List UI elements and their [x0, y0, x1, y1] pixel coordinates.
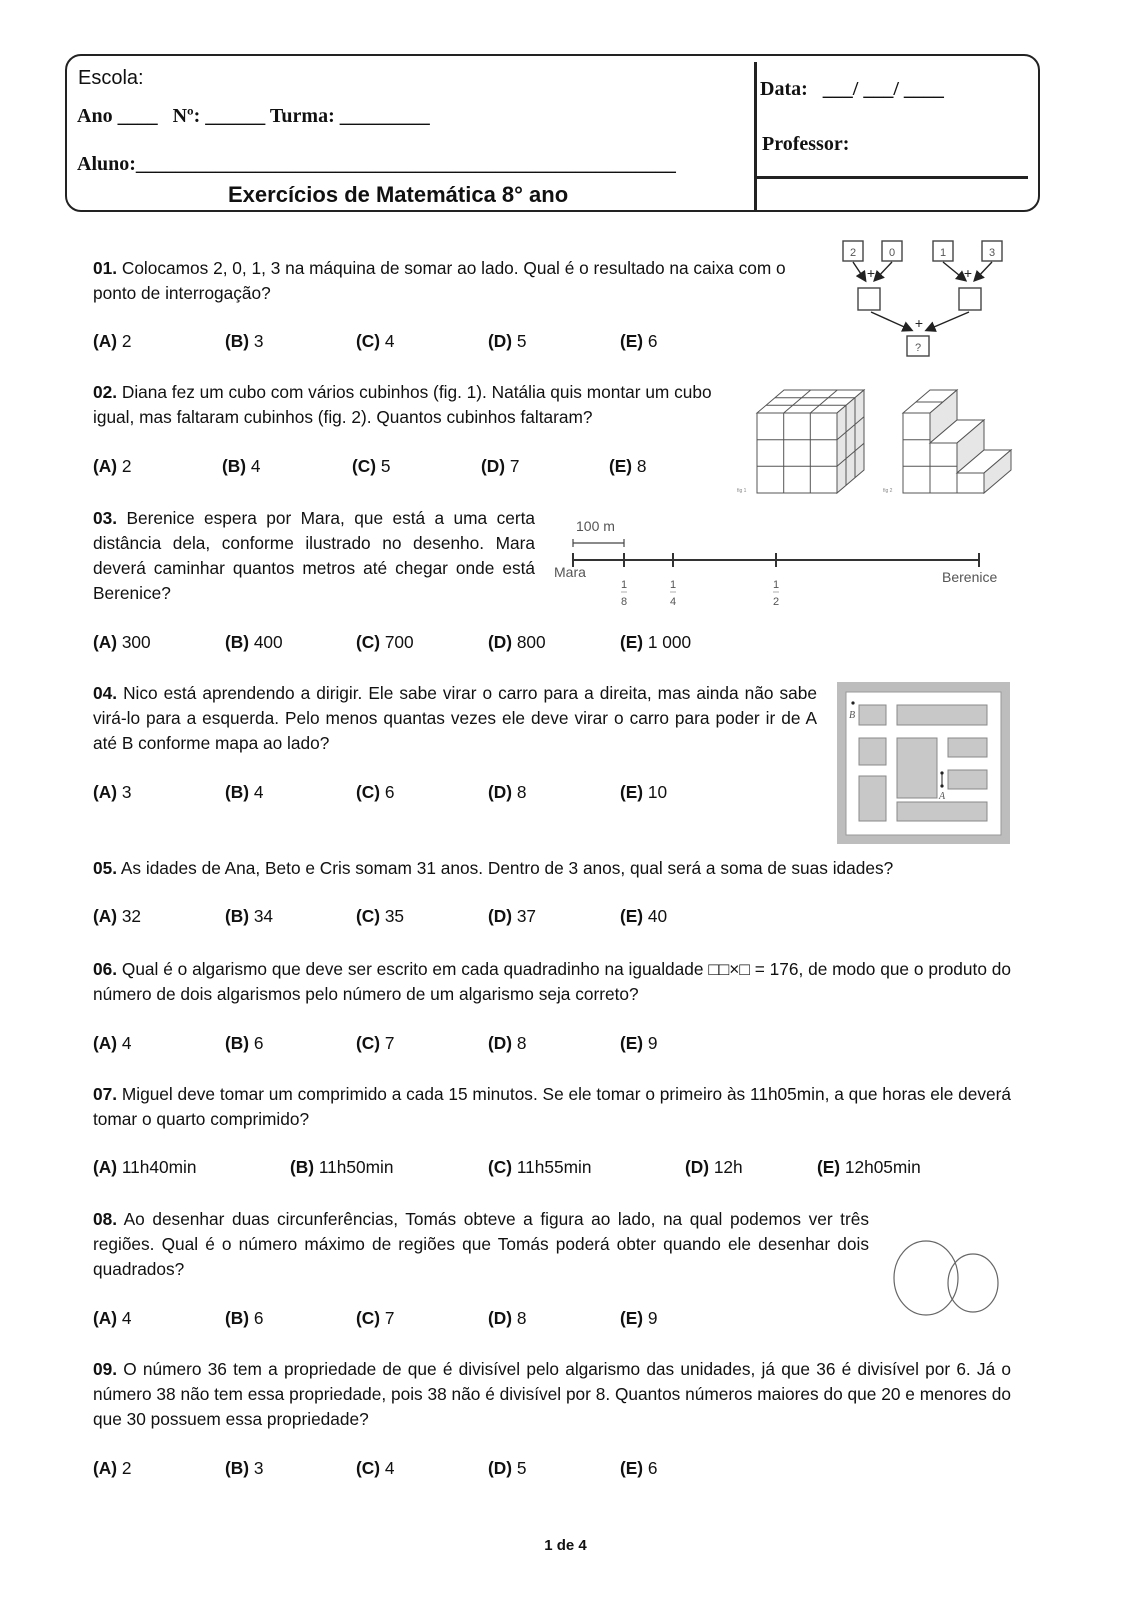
question-number: 05.	[93, 858, 118, 878]
question-09	[93, 1357, 1011, 1432]
option-e[interactable]: (E) 8	[609, 456, 647, 476]
svg-text:4: 4	[669, 596, 677, 608]
option-b[interactable]: (B) 3	[225, 331, 264, 351]
svg-text:1: 1	[669, 579, 677, 591]
question-03	[93, 506, 535, 606]
svg-text:2: 2	[772, 596, 780, 608]
question-08	[93, 1207, 869, 1282]
svg-text:+: +	[866, 265, 876, 281]
option-a[interactable]: (A) 4	[93, 1033, 132, 1053]
page-number: 1 de 4	[544, 1537, 587, 1554]
option-b[interactable]: (B) 6	[225, 1308, 264, 1328]
option-e[interactable]: (E) 6	[620, 331, 658, 351]
option-e[interactable]: (E) 9	[620, 1033, 658, 1053]
question-text: Berenice espera por Mara, que está a uma certa distância dela, conforme ilustrado no desenho. Mara deverá caminhar quantos metros até chegar onde está Berenice?	[93, 508, 535, 603]
option-c[interactable]: (C) 4	[356, 331, 395, 351]
option-c[interactable]: (C) 11h55min	[488, 1157, 592, 1177]
question-number: 06.	[93, 959, 118, 979]
svg-text:Berenice: Berenice	[942, 569, 998, 585]
adding-machine-figure	[835, 236, 1015, 358]
option-d[interactable]: (D) 37	[488, 906, 537, 926]
aluno-line[interactable]: Aluno:______________________________________________________	[77, 153, 676, 175]
option-e[interactable]: (E) 12h05min	[817, 1157, 921, 1177]
question-07	[93, 1082, 1011, 1132]
option-d[interactable]: (D) 5	[488, 331, 527, 351]
svg-text:1: 1	[772, 579, 780, 591]
option-d[interactable]: (D) 8	[488, 1308, 527, 1328]
svg-text:A: A	[939, 791, 946, 802]
data-line[interactable]: Data: ___/ ___/ ____	[760, 78, 944, 100]
option-b[interactable]: (B) 4	[222, 456, 261, 476]
option-c[interactable]: (C) 35	[356, 906, 405, 926]
option-a[interactable]: (A) 32	[93, 906, 142, 926]
svg-text:+: +	[963, 265, 973, 281]
option-a[interactable]: (A) 2	[93, 456, 132, 476]
header-divider	[754, 62, 757, 210]
option-c[interactable]: (C) 7	[356, 1033, 395, 1053]
svg-text:Mara: Mara	[554, 564, 586, 580]
svg-text:3: 3	[988, 247, 996, 259]
svg-text:8: 8	[620, 596, 628, 608]
option-a[interactable]: (A) 4	[93, 1308, 132, 1328]
question-text: Nico está aprendendo a dirigir. Ele sabe virar o carro para a direita, mas ainda não sabe virá-lo para a esquerda. Pelo menos quantas vezes ele deve virar o carro para poder ir de A até B conforme mapa ao lado?	[93, 683, 817, 753]
escola-label: Escola:	[78, 67, 144, 89]
ano-numero-turma-line[interactable]: Ano ____ Nº: ______ Turma: _________	[77, 105, 430, 127]
question-text: Miguel deve tomar um comprimido a cada 15 minutos. Se ele tomar o primeiro às 11h05min, a que horas ele deverá tomar o quarto comprimido?	[93, 1084, 1012, 1129]
option-b[interactable]: (B) 6	[225, 1033, 264, 1053]
svg-text:?: ?	[914, 342, 922, 354]
option-e[interactable]: (E) 9	[620, 1308, 658, 1328]
option-c[interactable]: (C) 4	[356, 1458, 395, 1478]
option-c[interactable]: (C) 6	[356, 782, 395, 802]
question-number: 09.	[93, 1359, 118, 1379]
question-number: 08.	[93, 1209, 118, 1229]
question-number: 02.	[93, 382, 118, 402]
option-e[interactable]: (E) 6	[620, 1458, 658, 1478]
option-a[interactable]: (A) 3	[93, 782, 132, 802]
distance-line-figure	[550, 510, 1020, 610]
option-c[interactable]: (C) 7	[356, 1308, 395, 1328]
svg-text:100 m: 100 m	[576, 518, 615, 534]
svg-text:1: 1	[620, 579, 628, 591]
professor-underline	[757, 176, 1028, 179]
question-06	[93, 957, 1011, 1007]
svg-text:B: B	[849, 710, 856, 721]
option-b[interactable]: (B) 3	[225, 1458, 264, 1478]
svg-text:1: 1	[939, 247, 947, 259]
question-04	[93, 681, 817, 756]
document-title: Exercícios de Matemática 8° ano	[228, 182, 569, 207]
question-text: As idades de Ana, Beto e Cris somam 31 anos. Dentro de 3 anos, qual será a soma de suas idades?	[120, 858, 894, 878]
street-map-figure	[837, 682, 1010, 844]
option-c[interactable]: (C) 5	[352, 456, 391, 476]
question-number: 03.	[93, 508, 118, 528]
svg-text:+: +	[914, 315, 924, 331]
question-text: Ao desenhar duas circunferências, Tomás obteve a figura ao lado, na qual podemos ver três regiões. Qual é o número máximo de regiões que Tomás poderá obter quando ele desenhar dois quadrados?	[93, 1209, 869, 1279]
question-text: Diana fez um cubo com vários cubinhos (fig. 1). Natália quis montar um cubo igual, mas faltaram cubinhos (fig. 2). Quantos cubinhos faltaram?	[93, 382, 712, 427]
option-d[interactable]: (D) 8	[488, 782, 527, 802]
option-b[interactable]: (B) 34	[225, 906, 274, 926]
option-e[interactable]: (E) 10	[620, 782, 668, 802]
professor-label: Professor:	[762, 133, 850, 155]
svg-text:fig 1: fig 1	[737, 488, 747, 494]
option-e[interactable]: (E) 1 000	[620, 632, 692, 652]
question-number: 04.	[93, 683, 118, 703]
cubes-figure	[735, 385, 1035, 497]
svg-text:0: 0	[888, 247, 896, 259]
question-05	[93, 856, 1033, 881]
question-number: 07.	[93, 1084, 118, 1104]
question-02	[93, 380, 723, 430]
option-a[interactable]: (A) 2	[93, 1458, 132, 1478]
svg-text:2: 2	[849, 247, 857, 259]
option-a[interactable]: (A) 300	[93, 632, 151, 652]
question-number: 01.	[93, 258, 118, 278]
svg-text:fig 2: fig 2	[883, 488, 893, 494]
option-c[interactable]: (C) 700	[356, 632, 414, 652]
option-d[interactable]: (D) 7	[481, 456, 520, 476]
option-e[interactable]: (E) 40	[620, 906, 668, 926]
option-a[interactable]: (A) 11h40min	[93, 1157, 197, 1177]
option-d[interactable]: (D) 12h	[685, 1157, 743, 1177]
option-a[interactable]: (A) 2	[93, 331, 132, 351]
option-b[interactable]: (B) 4	[225, 782, 264, 802]
option-b[interactable]: (B) 11h50min	[290, 1157, 394, 1177]
option-b[interactable]: (B) 400	[225, 632, 283, 652]
question-text: Qual é o algarismo que deve ser escrito em cada quadradinho na igualdade □□×□ = 176, de modo que o produto do número de dois algarismos pelo número de um algarismo seja correto?	[93, 959, 1011, 1004]
option-d[interactable]: (D) 800	[488, 632, 546, 652]
option-d[interactable]: (D) 8	[488, 1033, 527, 1053]
question-text: Colocamos 2, 0, 1, 3 na máquina de somar ao lado. Qual é o resultado na caixa com o ponto de interrogação?	[93, 258, 786, 303]
option-d[interactable]: (D) 5	[488, 1458, 527, 1478]
two-circles-figure	[890, 1238, 1005, 1318]
question-01	[93, 256, 813, 306]
question-text: O número 36 tem a propriedade de que é divisível pelo algarismo das unidades, já que 36 é divisível por 6. Já o número 38 não tem essa propriedade, pois 38 não é divisível por 8. Quantos números maiores do que 20 e menores do que 30 possuem essa propriedade?	[93, 1359, 1011, 1429]
